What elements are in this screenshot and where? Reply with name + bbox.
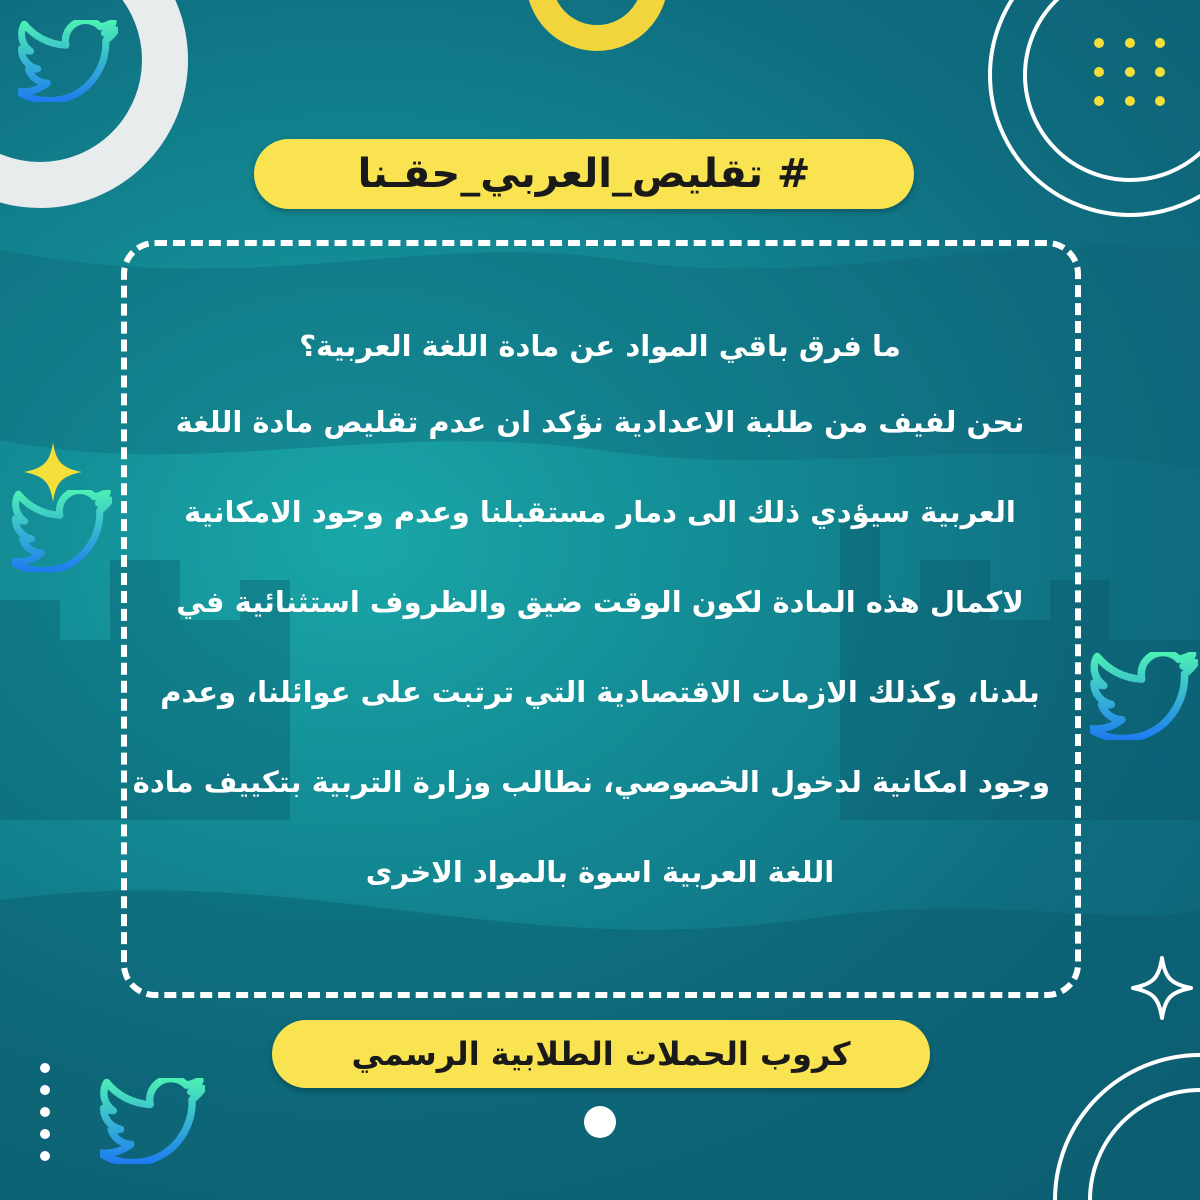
footer-banner xyxy=(272,1020,930,1088)
footer-text: كروب الحملات الطلابية الرسمي xyxy=(351,1035,851,1073)
bird-icon xyxy=(12,491,111,571)
white-dot xyxy=(584,1106,616,1138)
statement-line: وجود امكانية لدخول الخصوصي، نطالب وزارة التربية بتكييف مادة xyxy=(132,765,1050,799)
yellow-ring-icon xyxy=(539,0,655,38)
hashtag-text: # تقليص_العربي_حقـنا xyxy=(357,151,811,197)
statement-line: نحن لفيف من طلبة الاعدادية نؤكد ان عدم تقليص مادة اللغة xyxy=(175,405,1025,439)
bird-icon xyxy=(18,21,117,101)
dot-grid-icon xyxy=(1094,38,1165,106)
statement-line: ما فرق باقي المواد عن مادة اللغة العربية؟ xyxy=(299,329,901,363)
statement-line: لاكمال هذه المادة لكون الوقت ضيق والظروف استثنائية في xyxy=(176,585,1024,619)
statement-line: العربية سيؤدي ذلك الى دمار مستقبلنا وعدم وجود الامكانية xyxy=(184,495,1016,529)
statement-line: اللغة العربية اسوة بالمواد الاخرى xyxy=(365,855,835,889)
concentric-rings-top-right xyxy=(990,0,1200,215)
statement-line: بلدنا، وكذلك الازمات الاقتصادية التي ترتبت على عوائلنا، وعدم xyxy=(160,675,1040,709)
statement-text xyxy=(132,310,1050,926)
hashtag-banner xyxy=(254,139,914,209)
